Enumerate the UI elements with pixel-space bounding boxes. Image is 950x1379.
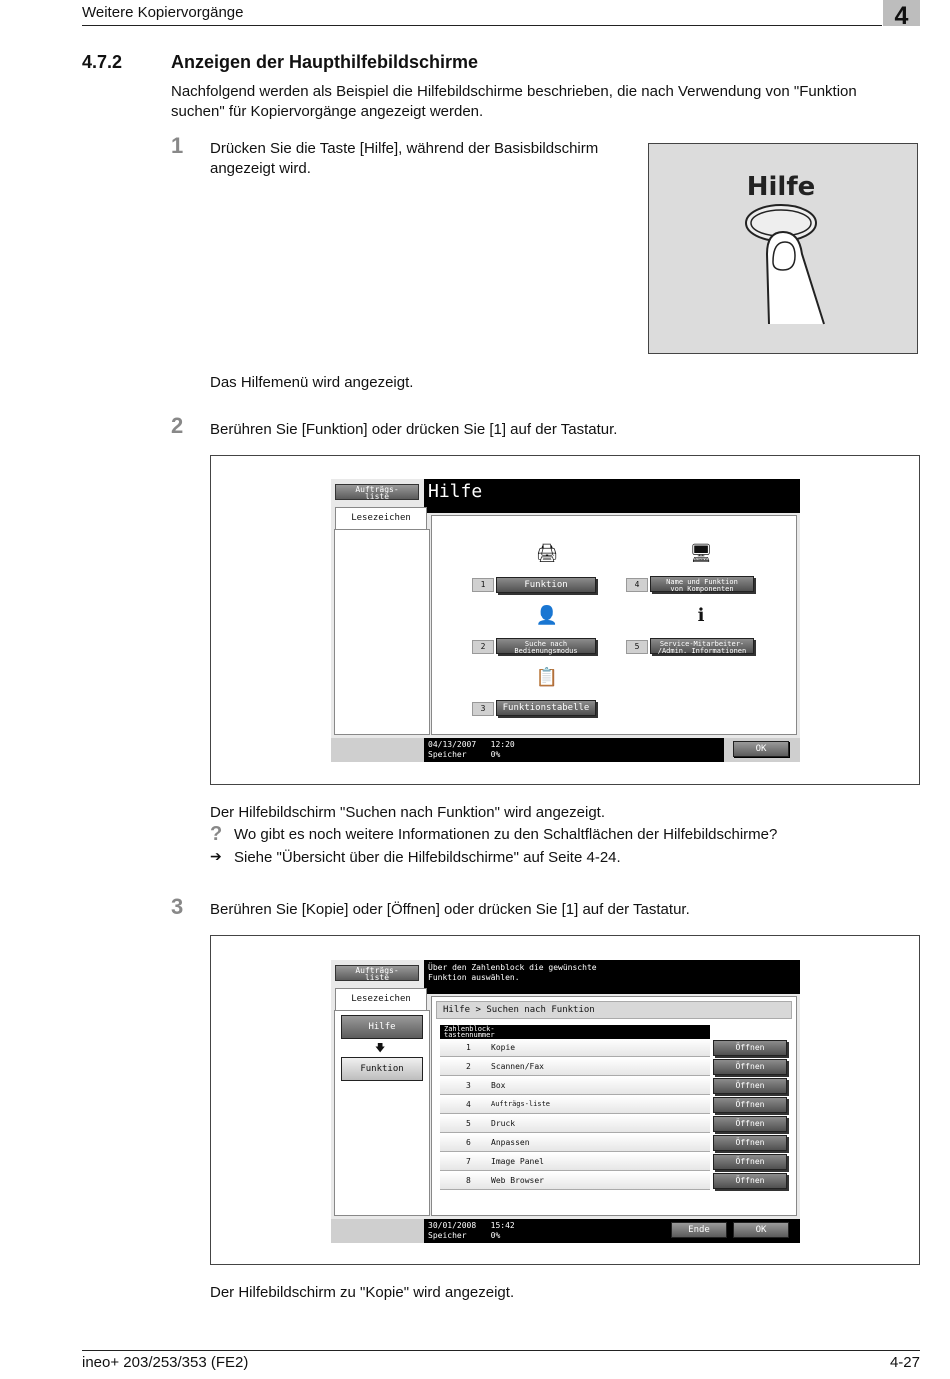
- message-line: Über den Zahlenblock die gewünschte: [428, 963, 597, 972]
- button-line: /Admin. Informationen: [657, 647, 747, 655]
- bookmarks-panel: [334, 529, 430, 735]
- time: 12:20: [490, 740, 515, 749]
- open-button[interactable]: Öffnen: [713, 1097, 787, 1113]
- row-label: Scannen/Fax: [491, 1062, 544, 1071]
- list-item[interactable]: [440, 1134, 710, 1152]
- message-line: Funktion auswählen.: [428, 973, 520, 982]
- header-line: tastennummer: [444, 1031, 495, 1039]
- step-number: 3: [171, 894, 184, 919]
- time: 15:42: [490, 1221, 515, 1230]
- row-number: 4: [466, 1100, 471, 1109]
- finger-press-icon: [649, 144, 917, 353]
- open-buttons-column: [713, 1040, 789, 1192]
- row-number: 3: [466, 1081, 471, 1090]
- button-line: Suche nach: [524, 640, 568, 648]
- memory-value: 0%: [490, 1231, 501, 1240]
- open-button[interactable]: Öffnen: [713, 1040, 787, 1056]
- machine-help-icon: 🖥: [689, 543, 713, 564]
- row-number: 5: [466, 1119, 471, 1128]
- running-header: Weitere Kopiervorgänge: [82, 4, 244, 21]
- step-1-result: Das Hilfemenü wird angezeigt.: [210, 374, 414, 391]
- row-number: 8: [466, 1176, 471, 1185]
- button-line: Service-Mitarbeiter-: [659, 640, 745, 648]
- list-item[interactable]: [440, 1115, 710, 1133]
- list-item[interactable]: [440, 1039, 710, 1057]
- user-question-icon: 👤: [535, 605, 559, 626]
- list-item[interactable]: [440, 1058, 710, 1076]
- row-number: 1: [466, 1043, 471, 1052]
- help-menu-panel: [431, 515, 797, 735]
- function-list: [440, 1039, 710, 1191]
- item-number: 1: [472, 578, 494, 592]
- row-label: Kopie: [491, 1043, 516, 1052]
- job-list-button[interactable]: [335, 484, 419, 500]
- help-key-illustration: [648, 143, 918, 354]
- table-help-icon: 📋: [535, 667, 559, 688]
- section-number: 4.7.2: [82, 52, 123, 72]
- date-memory-display: [424, 738, 724, 762]
- function-help-icon: 🖨: [535, 543, 559, 564]
- open-button[interactable]: Öffnen: [713, 1135, 787, 1151]
- components-button[interactable]: [650, 576, 754, 592]
- help-bookmark-button[interactable]: Hilfe: [341, 1015, 423, 1039]
- step-number: 2: [171, 413, 184, 438]
- help-menu-screen: [331, 479, 800, 762]
- page-number: 4-27: [889, 1354, 920, 1371]
- step-1-line-2: angezeigt wird.: [210, 160, 311, 177]
- row-label: Box: [491, 1081, 506, 1090]
- end-button[interactable]: Ende: [671, 1222, 727, 1238]
- screenshot-frame-1: [210, 455, 920, 785]
- row-label: Anpassen: [491, 1138, 530, 1147]
- step-1-line-1: Drücken Sie die Taste [Hilfe], während der Basisbildschirm: [210, 140, 599, 157]
- arrow-right-icon: ➔: [210, 848, 222, 864]
- date: 04/13/2007: [428, 740, 477, 749]
- button-line: von Komponenten: [670, 585, 734, 593]
- row-number: 7: [466, 1157, 471, 1166]
- screen-title: Hilfe: [424, 479, 800, 513]
- button-line: Bedienungsmodus: [514, 647, 578, 655]
- chapter-number: 4: [894, 2, 909, 30]
- footer-model: ineo+ 203/253/353 (FE2): [82, 1354, 249, 1371]
- section-title: Anzeigen der Haupthilfebildschirme: [171, 52, 479, 72]
- header-rule: [82, 25, 882, 26]
- ok-button[interactable]: OK: [733, 1222, 789, 1238]
- step-3-text: Berühren Sie [Kopie] oder [Öffnen] oder drücken Sie [1] auf der Tastatur.: [210, 901, 690, 918]
- service-info-icon: ℹ: [697, 605, 705, 626]
- list-item[interactable]: [440, 1077, 710, 1095]
- item-number: 5: [626, 640, 648, 654]
- step-2-result: Der Hilfebildschirm "Suchen nach Funktion" wird angezeigt.: [210, 804, 606, 821]
- ok-button[interactable]: OK: [733, 741, 789, 757]
- breadcrumb: Hilfe > Suchen nach Funktion: [436, 1001, 792, 1019]
- function-bookmark-button[interactable]: Funktion: [341, 1057, 423, 1081]
- open-button[interactable]: Öffnen: [713, 1116, 787, 1132]
- row-label: Aufträgs-liste: [491, 1100, 551, 1108]
- instruction-message: [424, 960, 800, 994]
- search-by-mode-button[interactable]: [496, 638, 596, 654]
- job-list-button[interactable]: [335, 965, 419, 981]
- row-number: 6: [466, 1138, 471, 1147]
- bookmarks-tab[interactable]: Lesezeichen: [335, 988, 427, 1010]
- help-key-label: Hilfe: [746, 172, 816, 202]
- screenshot-frame-2: [210, 935, 920, 1265]
- memory-value: 0%: [490, 750, 501, 759]
- step-2-text: Berühren Sie [Funktion] oder drücken Sie [1] auf der Tastatur.: [210, 421, 618, 438]
- hint-question: Wo gibt es noch weitere Informationen zu den Schaltflächen der Hilfebildschirme?: [234, 826, 778, 843]
- button-line: Name und Funktion: [666, 578, 738, 586]
- date: 30/01/2008: [428, 1221, 477, 1230]
- intro-line-1: Nachfolgend werden als Beispiel die Hilfebildschirme beschrieben, die nach Verwendung von "Funktion: [171, 83, 857, 100]
- step-number: 1: [171, 133, 184, 158]
- header-line: Zahlenblock-: [444, 1025, 495, 1033]
- bookmarks-tab[interactable]: Lesezeichen: [335, 507, 427, 529]
- memory-label: Speicher: [428, 1231, 467, 1240]
- search-function-screen: [331, 960, 800, 1243]
- open-button[interactable]: Öffnen: [713, 1173, 787, 1189]
- row-label: Druck: [491, 1119, 516, 1128]
- service-admin-button[interactable]: [650, 638, 754, 654]
- row-label: Image Panel: [491, 1157, 544, 1166]
- item-number: 3: [472, 702, 494, 716]
- job-list-line-2: liste: [364, 492, 390, 501]
- function-table-button[interactable]: Funktionstabelle: [496, 700, 596, 716]
- list-item[interactable]: [440, 1096, 710, 1114]
- item-number: 4: [626, 578, 648, 592]
- job-list-line-1: Aufträgs-: [355, 966, 399, 975]
- memory-label: Speicher: [428, 750, 467, 759]
- bookmarks-panel: [334, 1010, 430, 1216]
- list-item[interactable]: [440, 1153, 710, 1171]
- row-label: Web Browser: [491, 1176, 544, 1185]
- question-icon: ?: [210, 823, 223, 845]
- footer-rule: [82, 1350, 920, 1351]
- open-button[interactable]: Öffnen: [713, 1059, 787, 1075]
- search-function-panel: [431, 996, 797, 1216]
- list-header: [440, 1025, 710, 1039]
- row-number: 2: [466, 1062, 471, 1071]
- job-list-line-1: Aufträgs-: [355, 485, 399, 494]
- hint-answer: Siehe "Übersicht über die Hilfebildschirme" auf Seite 4-24.: [234, 849, 621, 866]
- job-list-line-2: liste: [364, 973, 390, 982]
- function-button[interactable]: Funktion: [496, 577, 596, 593]
- list-item[interactable]: [440, 1172, 710, 1190]
- open-button[interactable]: Öffnen: [713, 1078, 787, 1094]
- arrow-down-icon: 🡇: [375, 1043, 386, 1054]
- intro-line-2: suchen" für Kopiervorgänge angezeigt werden.: [171, 103, 484, 120]
- item-number: 2: [472, 640, 494, 654]
- step-3-result: Der Hilfebildschirm zu "Kopie" wird angezeigt.: [210, 1284, 515, 1301]
- open-button[interactable]: Öffnen: [713, 1154, 787, 1170]
